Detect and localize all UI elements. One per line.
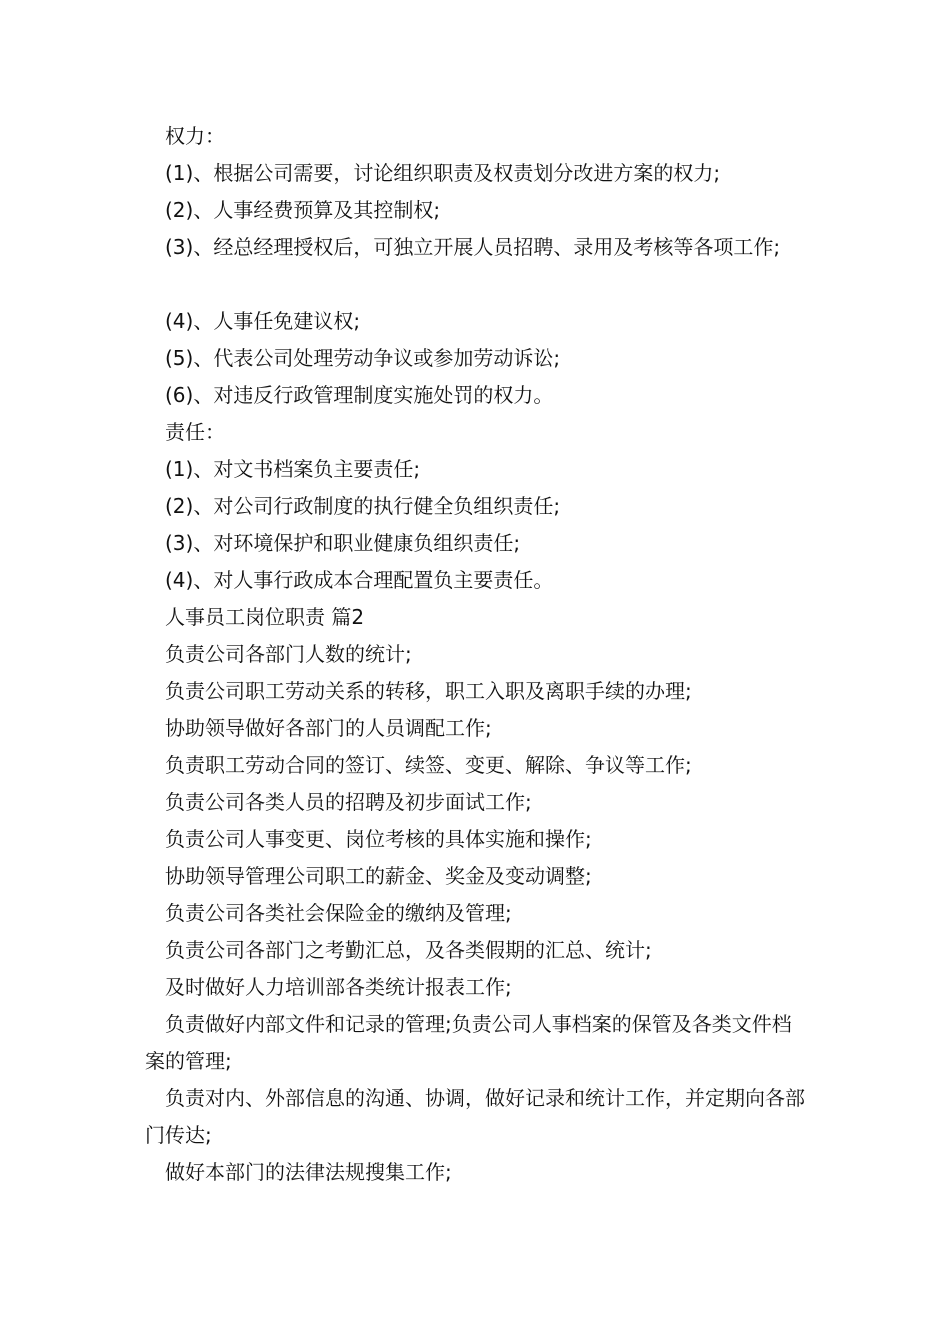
duty-item: 协助领导做好各部门的人员调配工作; [165, 716, 492, 740]
section-title-part-2: 人事员工岗位职责 篇2 [165, 605, 365, 629]
power-item-2: (2)、人事经费预算及其控制权; [165, 198, 441, 222]
document-body [145, 118, 810, 1191]
duty-item: 负责职工劳动合同的签订、续签、变更、解除、争议等工作; [165, 753, 692, 777]
duty-item: 负责公司各部门之考勤汇总，及各类假期的汇总、统计; [165, 938, 652, 962]
responsibility-item-2: (2)、对公司行政制度的执行健全负组织责任; [165, 494, 561, 518]
duty-item: 负责公司人事变更、岗位考核的具体实施和操作; [165, 827, 592, 851]
duty-item: 负责公司各类社会保险金的缴纳及管理; [165, 901, 512, 925]
power-item-1: (1)、根据公司需要，讨论组织职责及权责划分改进方案的权力; [165, 161, 721, 185]
responsibility-item-3: (3)、对环境保护和职业健康负组织责任; [165, 531, 521, 555]
responsibility-item-1: (1)、对文书档案负主要责任; [165, 457, 421, 481]
power-item-5: (5)、代表公司处理劳动争议或参加劳动诉讼; [165, 346, 561, 370]
duty-item: 负责公司各部门人数的统计; [165, 642, 412, 666]
power-item-6: (6)、对违反行政管理制度实施处罚的权力。 [165, 383, 554, 407]
duty-item: 负责做好内部文件和记录的管理;负责公司人事档案的保管及各类文件档案的管理; [145, 1012, 792, 1073]
section-heading-powers: 权力： [165, 124, 225, 148]
duty-item: 负责对内、外部信息的沟通、协调，做好记录和统计工作，并定期向各部门传达; [145, 1086, 805, 1147]
section-heading-responsibilities: 责任： [165, 420, 225, 444]
duty-item: 负责公司各类人员的招聘及初步面试工作; [165, 790, 532, 814]
duty-item: 及时做好人力培训部各类统计报表工作; [165, 975, 512, 999]
power-item-4: (4)、人事任免建议权; [165, 309, 361, 333]
responsibility-item-4: (4)、对人事行政成本合理配置负主要责任。 [165, 568, 554, 592]
duty-item: 协助领导管理公司职工的薪金、奖金及变动调整; [165, 864, 592, 888]
duty-item: 做好本部门的法律法规搜集工作; [165, 1160, 452, 1184]
duty-item: 负责公司职工劳动关系的转移，职工入职及离职手续的办理; [165, 679, 692, 703]
power-item-3: (3)、经总经理授权后，可独立开展人员招聘、录用及考核等各项工作; [165, 235, 781, 259]
